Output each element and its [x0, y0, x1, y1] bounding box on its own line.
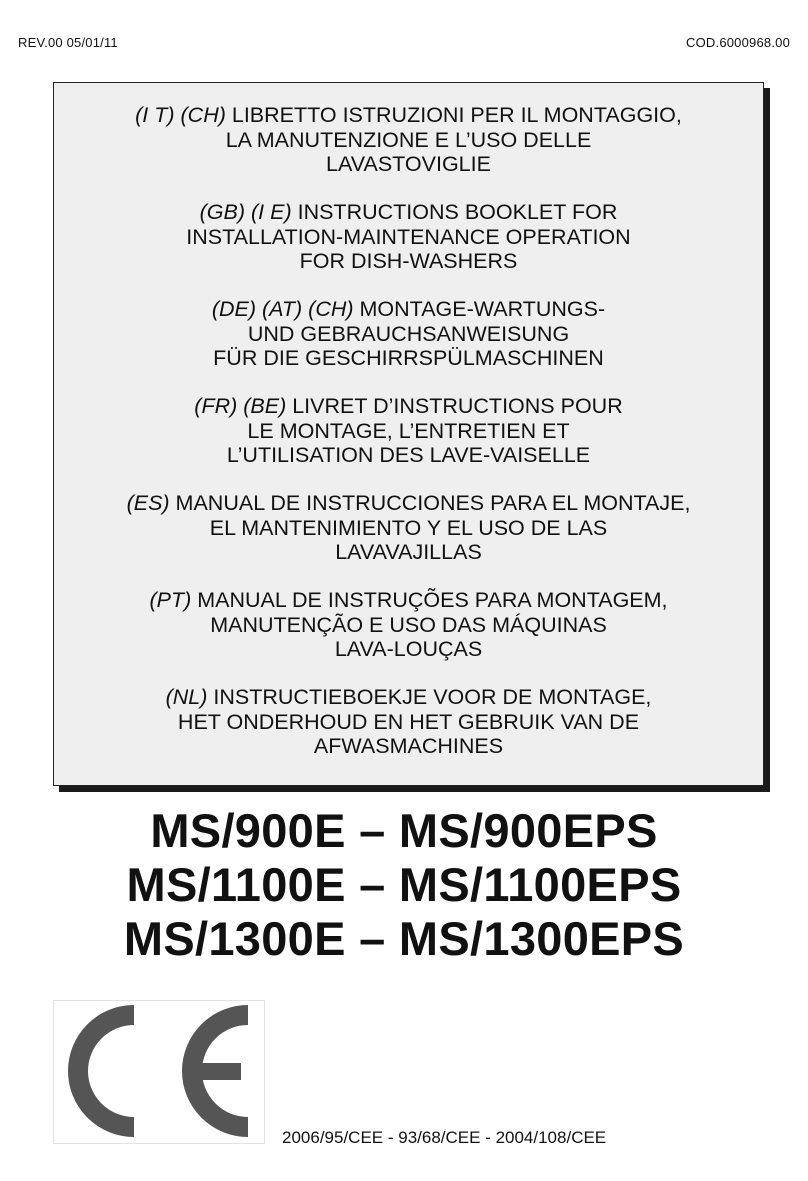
section-pt	[54, 588, 763, 662]
model-list	[0, 804, 808, 966]
section-line: HET ONDERHOUD EN HET GEBRUIK VAN DE	[177, 709, 640, 734]
section-line: FÜR DIE GESCHIRRSPÜLMASCHINEN	[213, 346, 604, 370]
section-line: L’UTILISATION DES LAVE-VAISELLE	[226, 443, 591, 467]
document-code: COD.6000968.00	[686, 35, 790, 50]
section-line: UND GEBRAUCHSANWEISUNG	[247, 321, 570, 346]
directives-text: 2006/95/CEE - 93/68/CEE - 2004/108/CEE	[282, 1128, 607, 1147]
section-line: MONTAGE-WARTUNGS-	[359, 297, 606, 321]
section-gb	[54, 200, 763, 274]
section-line: AFWASMACHINES	[313, 734, 504, 758]
ce-mark-frame	[53, 1000, 265, 1144]
ce-mark-c	[78, 1015, 134, 1127]
section-line: INSTRUCTIONS BOOKLET FOR	[297, 200, 618, 224]
model-name: MS/900E – MS/900EPS	[150, 804, 658, 857]
section-line: LIBRETTO ISTRUZIONI PER IL MONTAGGIO,	[231, 103, 682, 127]
section-it	[54, 103, 763, 177]
section-nl	[54, 685, 763, 759]
title-box	[53, 82, 764, 786]
section-line: LAVA-LOUÇAS	[334, 637, 483, 661]
section-de	[54, 297, 763, 371]
language-code: (NL)	[165, 685, 208, 709]
section-line: LIVRET D’INSTRUCTIONS POUR	[292, 394, 623, 418]
language-code: (I T) (CH)	[135, 103, 226, 127]
model-name: MS/1300E – MS/1300EPS	[123, 912, 685, 965]
model-name: MS/1100E – MS/1100EPS	[126, 858, 682, 911]
section-line: LAVAVAJILLAS	[335, 540, 482, 564]
section-es	[54, 491, 763, 565]
language-code: (PT)	[149, 588, 192, 612]
language-code: (FR) (BE)	[194, 394, 287, 418]
language-code: (ES)	[126, 491, 170, 515]
section-line: EL MANTENIMIENTO Y EL USO DE LAS	[209, 515, 608, 540]
language-code: (GB) (I E)	[199, 200, 292, 224]
ce-mark-icon	[54, 1001, 264, 1143]
language-code: (DE) (AT) (CH)	[211, 297, 354, 321]
section-fr	[54, 394, 763, 468]
ce-mark-e-bar	[199, 1063, 241, 1080]
section-line: INSTRUCTIEBOEKJE VOOR DE MONTAGE,	[213, 685, 652, 709]
section-line: INSTALLATION-MAINTENANCE OPERATION	[186, 224, 631, 249]
section-line: FOR DISH-WASHERS	[299, 249, 518, 273]
language-sections	[54, 103, 763, 782]
section-line: LE MONTAGE, L’ENTRETIEN ET	[247, 418, 570, 443]
section-line: MANUAL DE INSTRUÇÕES PARA MONTAGEM,	[197, 588, 668, 612]
section-line: LAVASTOVIGLIE	[326, 152, 491, 176]
section-line: MANUTENÇÃO E USO DAS MÁQUINAS	[210, 612, 607, 637]
revision-label: REV.00 05/01/11	[18, 35, 118, 50]
section-line: LA MANUTENZIONE E L’USO DELLE	[225, 127, 592, 152]
section-line: MANUAL DE INSTRUCCIONES PARA EL MONTAJE,	[175, 491, 691, 515]
